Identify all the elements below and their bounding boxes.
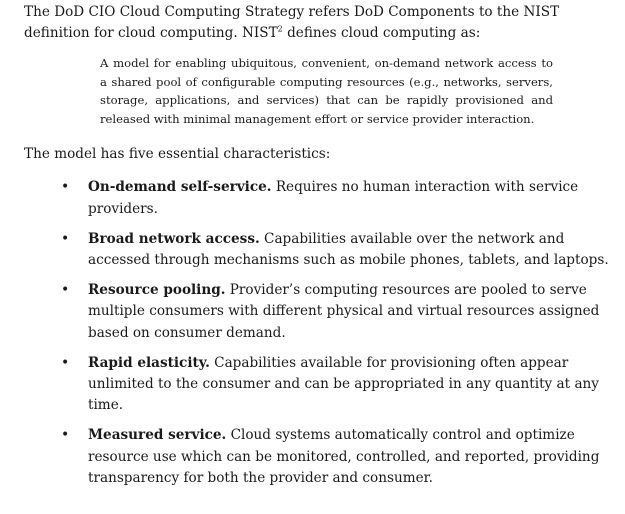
- characteristics-lead: The model has five essential characteristics:: [24, 146, 331, 163]
- characteristic-term: On-demand self-service.: [88, 179, 272, 196]
- list-item: [24, 353, 611, 417]
- characteristic-description: Capabilities available for provisioning often appear unlimited to the consumer and can be appropriated in any quantity at any time.: [88, 354, 599, 414]
- list-item: [24, 425, 611, 489]
- list-item: [24, 229, 611, 271]
- characteristic-term: Resource pooling.: [88, 282, 226, 299]
- characteristic-term: Rapid elasticity.: [88, 354, 210, 371]
- list-item: [24, 177, 611, 219]
- bullet-icon: •: [61, 427, 70, 444]
- intro-text: The DoD CIO Cloud Computing Strategy refers DoD Components to the NIST definition for cloud computing. NIST: [24, 4, 560, 41]
- characteristic-description: Capabilities available over the network and accessed through mechanisms such as mobile phones, tablets, and laptops.: [88, 230, 609, 268]
- bullet-icon: •: [61, 179, 70, 196]
- characteristic-description: Cloud systems automatically control and optimize resource use which can be monitored, controlled, and reported, providing transparency for both the provider and consumer.: [88, 427, 600, 486]
- characteristic-term: Broad network access.: [88, 230, 260, 247]
- characteristic-description: Requires no human interaction with service providers.: [88, 179, 579, 217]
- intro-paragraph: [24, 2, 611, 44]
- intro-text-end: defines cloud computing as:: [282, 25, 481, 41]
- characteristic-description: Provider’s computing resources are pooled to serve multiple consumers with different physical and virtual resources assigned based on consumer demand.: [88, 282, 600, 341]
- footnote-marker: 2: [277, 24, 283, 34]
- bullet-icon: •: [61, 354, 70, 371]
- characteristics-list: [24, 177, 611, 489]
- characteristic-term: Measured service.: [88, 427, 227, 444]
- bullet-icon: •: [61, 282, 70, 299]
- bullet-icon: •: [61, 230, 70, 247]
- definition-quote: A model for enabling ubiquitous, convenient, on-demand network access to a shared pool of configurable computing resources (e.g., networks, servers, storage, applications, and services) that can be rapidly provisioned and released with minimal management effort or service provider interaction.: [100, 56, 553, 126]
- list-item: [24, 280, 611, 344]
